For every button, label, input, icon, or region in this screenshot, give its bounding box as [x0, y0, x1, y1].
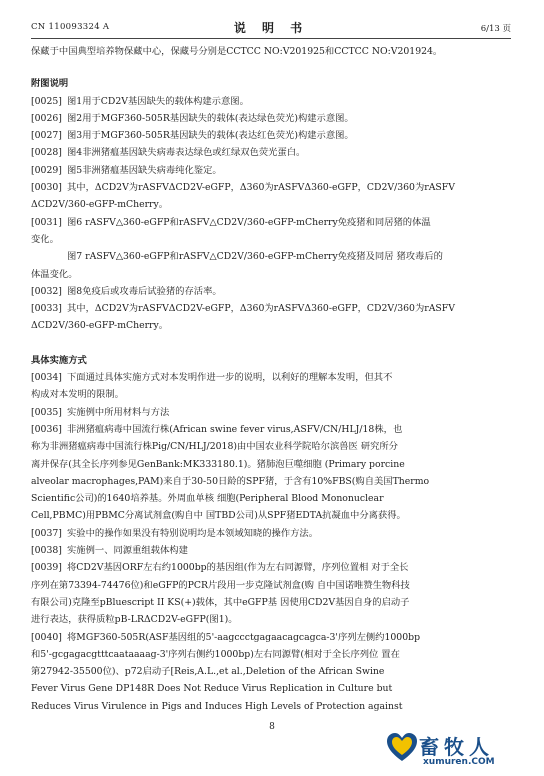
figures-heading: 附图说明: [31, 78, 69, 90]
document-title: 说 明 书: [233, 21, 309, 35]
paragraph-0040-line3: 第27942-35500位)、p72启动子[Reis,A.L.,et al.,Deletion of the African Swine: [31, 666, 385, 678]
paragraph-0039: [31, 559, 511, 576]
paragraph-tag: [0033]: [31, 303, 62, 315]
paragraph-0030-cont: ΔCD2V/360-eGFP-mCherry。: [31, 199, 169, 211]
paragraph-0034: [31, 369, 511, 386]
paragraph-tag: [0029]: [31, 164, 62, 176]
paragraph-text: 图6 rASFV△360-eGFP和rASFV△CD2V/360-eGFP-mCherry免疫猪和同居猪的体温: [67, 216, 431, 228]
paragraph-tag: [0027]: [31, 130, 62, 142]
paragraph-text: 下面通过具体实施方式对本发明作进一步的说明，以利好的理解本发明，但其不: [67, 372, 393, 384]
page-counter: 6/13 页: [480, 24, 511, 34]
paragraph-0032: [31, 283, 511, 300]
paragraph-text: 图8免疫后或攻毒后试验猪的存活率。: [67, 285, 222, 297]
heart-logo-icon: [385, 731, 419, 765]
paragraph-tag: [0040]: [31, 631, 62, 643]
paragraph-0038: [31, 542, 511, 559]
figure-7-caption: 图7 rASFV△360-eGFP和rASFV△CD2V/360-eGFP-mCherry免疫猪及同居 猪攻毒后的: [67, 251, 443, 263]
paragraph-text: 实验中的操作如果没有特别说明均是本领域知晓的操作方法。: [67, 527, 319, 539]
paragraph-text: 图1用于CD2V基因缺失的载体构建示意图。: [67, 95, 249, 107]
paragraph-text: 图3用于MGF360-505R基因缺失的载体(表达红色荧光)构建示意图。: [67, 130, 354, 142]
paragraph-0026: [31, 110, 511, 127]
paragraph-text: 图5非洲猪瘟基因缺失病毒纯化鉴定。: [67, 164, 222, 176]
paragraph-tag: [0026]: [31, 112, 62, 124]
paragraph-tag: [0031]: [31, 216, 62, 228]
paragraph-text: 其中，ΔCD2V为rASFVΔCD2V-eGFP，Δ360为rASFVΔ360-eGFP，CD2V/360为rASFV: [67, 303, 455, 315]
paragraph-0035: [31, 404, 511, 421]
intro-line: 保藏于中国典型培养物保藏中心，保藏号分别是CCTCC NO:V201925和CCTCC NO:V201924。: [31, 46, 443, 57]
paragraph-text: 其中，ΔCD2V为rASFVΔCD2V-eGFP，Δ360为rASFVΔ360-eGFP，CD2V/360为rASFV: [67, 182, 455, 194]
paragraph-text: 图4非洲猪瘟基因缺失病毒表达绿色或红绿双色荧光蛋白。: [67, 147, 306, 159]
paragraph-0039-line2: 序列在第73394-74476位)和eGFP的PCR片段用一步克隆试剂盒(购 自中国诺唯赞生物科技: [31, 579, 410, 591]
paragraph-text: 实施例一、同源重组载体构建: [67, 545, 188, 557]
paragraph-0040-line4: Fever Virus Gene DP148R Does Not Reduce Virus Replication in Culture but: [31, 683, 393, 695]
paragraph-tag: [0038]: [31, 545, 62, 557]
page-header: [31, 22, 511, 38]
figure-7-caption-cont: 体温变化。: [31, 268, 78, 280]
paragraph-0034-cont: 构成对本发明的限制。: [31, 389, 124, 401]
paragraph-0033-cont: ΔCD2V/360-eGFP-mCherry。: [31, 320, 169, 332]
paragraph-0039-line3: 有限公司)克隆至pBluescript II KS(+)载体，其中eGFP基 因使用CD2V基因自身的启动子: [31, 596, 410, 608]
paragraph-tag: [0030]: [31, 182, 62, 194]
paragraph-tag: [0025]: [31, 95, 62, 107]
paragraph-tag: [0039]: [31, 562, 62, 574]
paragraph-tag: [0037]: [31, 527, 62, 539]
paragraph-0036-line3: 离并保存(其全长序列参见GenBank:MK333180.1)。猪肺泡巨噬细胞 (Primary porcine: [31, 458, 405, 470]
paragraph-0037: [31, 525, 511, 542]
patent-number: CN 110093324 A: [31, 22, 110, 32]
logo-url: xumuren.COM: [423, 757, 495, 767]
paragraph-0030: [31, 179, 511, 196]
paragraph-0036-line4: alveolar macrophages,PAM)来自于30-50日龄的SPF猪，于含有10%FBS(购自美国Thermo: [31, 475, 430, 487]
paragraph-text: 将MGF360-505R(ASF基因组的5'-aagccctgagaacagcagca-3'序列左侧约1000bp: [67, 631, 421, 643]
paragraph-0028: [31, 144, 511, 161]
paragraph-0036-line6: Cell,PBMC)用PBMC分离试剂盒(购自中 国TBD公司)从SPF猪EDTA抗凝血中分离获得。: [31, 510, 406, 522]
paragraph-text: 图2用于MGF360-505R基因缺失的载体(表达绿色荧光)构建示意图。: [67, 112, 354, 124]
paragraph-text: 实施例中所用材料与方法: [67, 406, 170, 418]
paragraph-0027: [31, 127, 511, 144]
paragraph-tag: [0032]: [31, 285, 62, 297]
paragraph-0036-line2: 称为非洲猪瘟病毒中国流行株Pig/CN/HLJ/2018)由中国农业科学院哈尔滨兽医 研究所分: [31, 441, 398, 453]
paragraph-0025: [31, 93, 511, 110]
paragraph-text: 非洲猪瘟病毒中国流行株(African swine fever virus,ASFV/CN/HLJ/18株，也: [67, 423, 403, 435]
paragraph-0029: [31, 162, 511, 179]
paragraph-0036: [31, 421, 511, 438]
watermark-logo: [385, 727, 535, 775]
paragraph-0033: [31, 300, 511, 317]
paragraph-0031: [31, 214, 511, 231]
paragraph-0036-line5: Scientific公司)的1640培养基。外周血单核 细胞(Peripheral Blood Mononuclear: [31, 493, 384, 505]
paragraph-0039-line4: 进行表达，获得质粒pB-LRΔCD2V-eGFP(图1)。: [31, 614, 238, 626]
paragraph-tag: [0028]: [31, 147, 62, 159]
page-number: 8: [269, 722, 275, 732]
paragraph-0040-line2: 和5'-gcgagacgtttcaataaaag-3'序列右侧约1000bp)左右同源臂(相对于全长序列位 置在: [31, 648, 400, 660]
paragraph-text: 将CD2V基因ORF左右约1000bp的基因组(作为左右同源臂，序列位置相 对于全长: [67, 562, 409, 574]
embodiment-heading: 具体实施方式: [31, 354, 87, 366]
header-divider: [31, 38, 511, 39]
logo-title: 畜牧人: [419, 735, 494, 759]
paragraph-0040-line5: Reduces Virus Virulence in Pigs and Induces High Levels of Protection against: [31, 700, 403, 712]
document-body: [31, 43, 511, 715]
paragraph-tag: [0034]: [31, 372, 62, 384]
paragraph-tag: [0035]: [31, 406, 62, 418]
paragraph-tag: [0036]: [31, 423, 62, 435]
paragraph-0040: [31, 629, 511, 646]
paragraph-0031-cont: 变化。: [31, 233, 59, 245]
